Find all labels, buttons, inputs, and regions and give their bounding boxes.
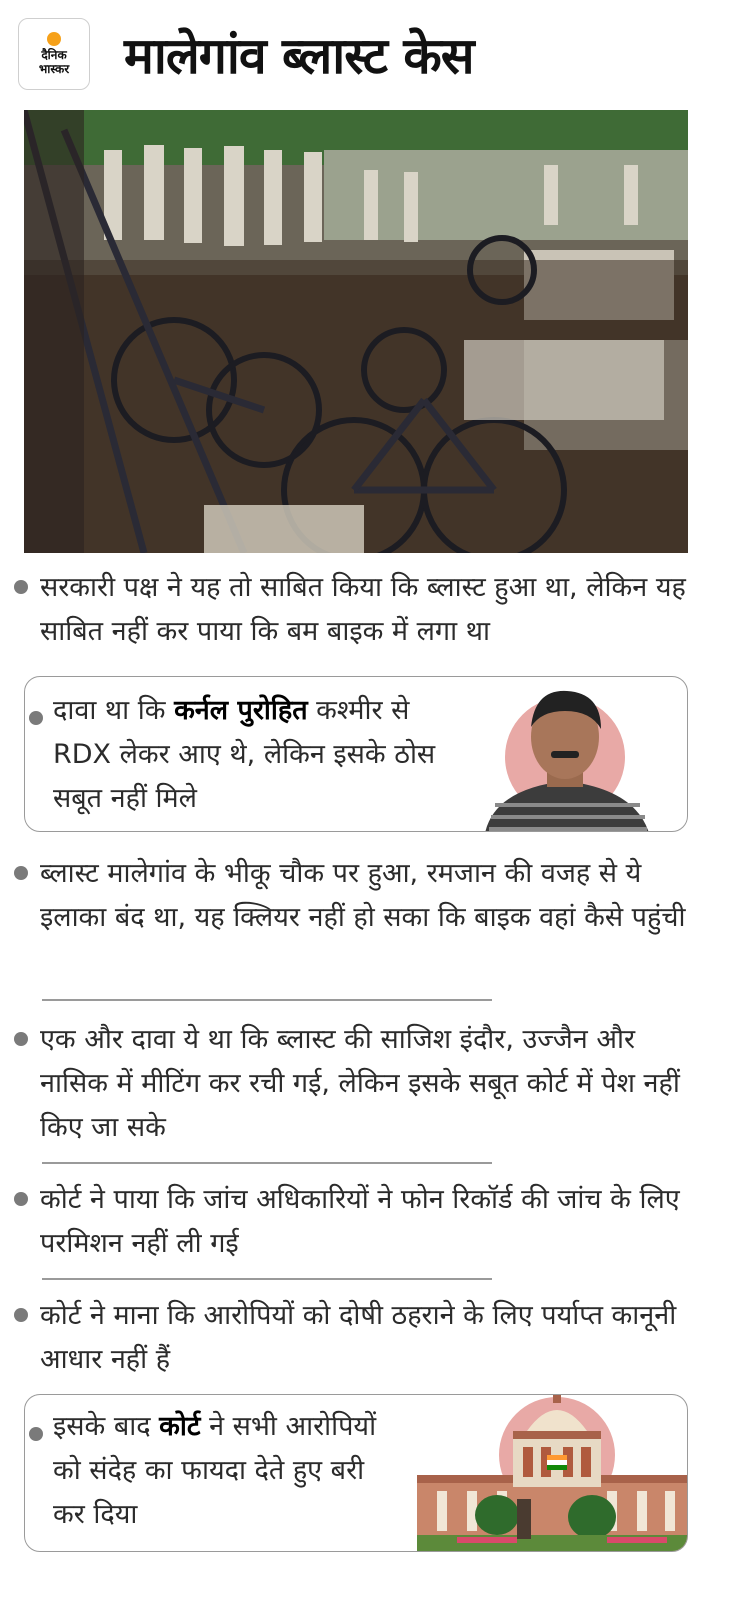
court-verdict-box <box>24 1394 688 1552</box>
colonel-purohit-portrait <box>455 677 688 832</box>
purohit-claim-box <box>24 676 688 832</box>
divider <box>42 1162 492 1164</box>
bullet-icon <box>14 580 28 594</box>
blast-site-photo <box>24 110 688 553</box>
list-item <box>14 1294 688 1382</box>
logo-line2: भास्कर <box>38 62 70 76</box>
supreme-court-building <box>417 1395 688 1552</box>
point-text: सरकारी पक्ष ने यह तो साबित किया कि ब्लास्ट हुआ था, लेकिन यह साबित नहीं कर पाया कि बम बाइक में लगा था <box>40 572 686 647</box>
point-text: ब्लास्ट मालेगांव के भीकू चौक पर हुआ, रमजान की वजह से ये इलाका बंद था, यह क्लियर नहीं हो सका कि बाइक वहां कैसे पहुंची <box>40 858 686 933</box>
list-item <box>14 566 688 654</box>
point-text: कोर्ट ने माना कि आरोपियों को दोषी ठहराने के लिए पर्याप्त कानूनी आधार नहीं हैं <box>40 1300 677 1375</box>
list-item <box>14 852 688 940</box>
list-item <box>14 1018 688 1150</box>
divider <box>42 999 492 1001</box>
list-item <box>39 689 459 821</box>
point-text-post: ने सभी आरोपियों को संदेह का फायदा देते हुए बरी कर दिया <box>53 1411 377 1530</box>
sun-icon <box>47 32 61 46</box>
point-text-pre: इसके बाद <box>53 1411 160 1442</box>
logo-line1: दैनिक <box>41 48 67 62</box>
divider <box>42 1278 492 1280</box>
highlight-name: कर्नल पुरोहित <box>174 695 308 726</box>
bullet-icon <box>14 1192 28 1206</box>
bullet-icon <box>29 1427 43 1441</box>
bullet-icon <box>14 866 28 880</box>
list-item <box>39 1405 399 1537</box>
bullet-icon <box>14 1308 28 1322</box>
point-text <box>53 1405 399 1537</box>
point-text: कोर्ट ने पाया कि जांच अधिकारियों ने फोन रिकॉर्ड की जांच के लिए परमिशन नहीं ली गई <box>40 1184 680 1259</box>
dainik-bhaskar-logo <box>18 18 90 90</box>
point-text-pre: दावा था कि <box>53 695 175 726</box>
point-text <box>53 689 459 821</box>
list-item <box>14 1178 688 1266</box>
highlight-court: कोर्ट <box>159 1411 201 1442</box>
bullet-icon <box>14 1032 28 1046</box>
bullet-icon <box>29 711 43 725</box>
page-title: मालेगांव ब्लास्ट केस <box>124 27 474 85</box>
point-text-post: कश्मीर से RDX लेकर आए थे, लेकिन इसके ठोस सबूत नहीं मिले <box>53 695 436 814</box>
point-text: एक और दावा ये था कि ब्लास्ट की साजिश इंदौर, उज्जैन और नासिक में मीटिंग कर रची गई, लेकिन इसके सबूत कोर्ट में पेश नहीं किए जा सके <box>40 1024 680 1143</box>
